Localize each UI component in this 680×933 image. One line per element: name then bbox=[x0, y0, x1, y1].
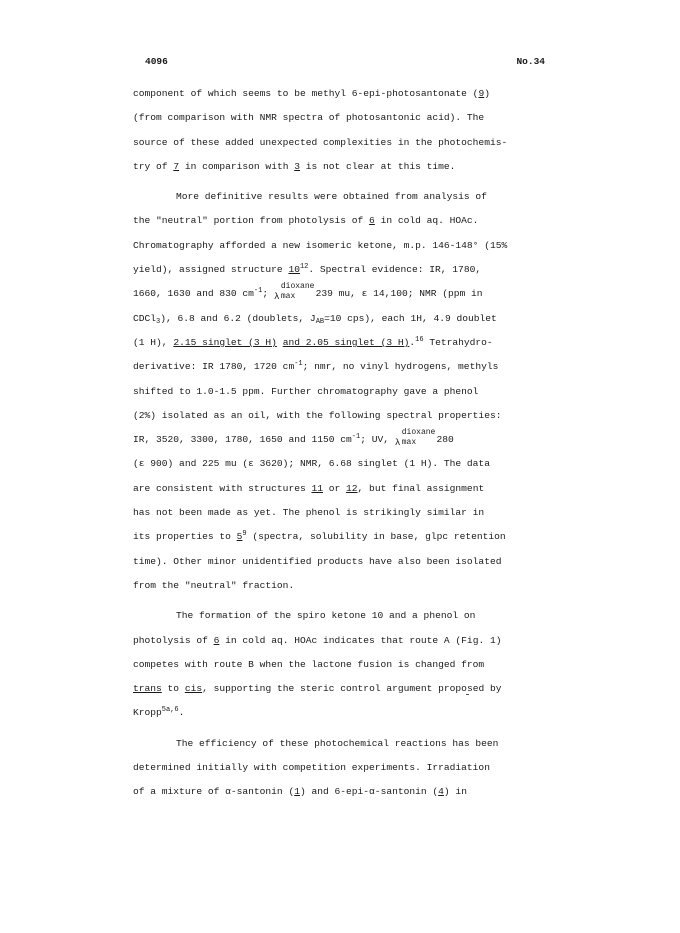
page-number: 4096 bbox=[145, 56, 168, 67]
text-line: derivative: IR 1780, 1720 $cm^{-1}$; nmr, no vinyl hydrogens, methyls bbox=[133, 360, 499, 373]
text-line: are consistent with structures 11 or 12, but final assignment bbox=[133, 482, 485, 494]
compound-ref: 10 bbox=[288, 264, 300, 276]
text-line: time). Other minor unidentified products have also been isolated bbox=[133, 555, 502, 567]
text-line: competes with route B when the lactone fusion is changed from bbox=[133, 658, 485, 670]
compound-ref: 6 bbox=[213, 634, 220, 646]
text-line: The formation of the spiro ketone 10 and a phenol on bbox=[176, 610, 476, 622]
compound-ref: 4 bbox=[438, 786, 444, 798]
text-line: try of 7 in comparison with 3 is not clear at this time. bbox=[133, 160, 456, 172]
compound-ref: 5 bbox=[236, 531, 243, 543]
compound-ref: 11 bbox=[311, 482, 323, 494]
issue-number: No.34 bbox=[516, 56, 545, 67]
text-line: photolysis of 6 in cold aq. HOAc indicates that route A (Fig. 1) bbox=[133, 634, 502, 646]
text-line: shifted to 1.0-1.5 ppm. Further chromatography gave a phenol bbox=[133, 385, 479, 397]
compound-ref: 12 bbox=[346, 482, 358, 494]
text-line: The efficiency of these photochemical reactions has been bbox=[176, 737, 499, 749]
citation-superscript: 5a,6 bbox=[161, 706, 179, 715]
text-line: source of these added unexpected complexities in the photochemis- bbox=[133, 136, 508, 148]
text-line: trans to cis, supporting the steric control argument proposed by bbox=[133, 683, 502, 695]
text-line: (from comparison with NMR spectra of photosantonic acid). The bbox=[133, 112, 485, 124]
text-line: has not been made as yet. The phenol is strikingly similar in bbox=[133, 507, 485, 519]
text-line: component of which seems to be methyl 6-epi-photosantonate (9) bbox=[133, 88, 490, 99]
text-line: CDCl$_3$), 6.8 and 6.2 (doublets, $J_{AB}=10$ cps), each 1H, 4.9 doublet bbox=[133, 312, 497, 326]
compound-ref: 3 bbox=[294, 160, 300, 172]
compound-ref: 9 bbox=[478, 88, 485, 99]
text-line: (2%) isolated as an oil, with the following spectral properties: bbox=[133, 409, 502, 421]
body-text bbox=[133, 82, 563, 805]
text-line: determined initially with competition experiments. Irradiation bbox=[133, 762, 490, 774]
lambda-max-symbol: λ dioxane max bbox=[394, 428, 436, 449]
compound-ref: 1 bbox=[294, 786, 300, 798]
text-line: IR, 3520, 3300, 1780, 1650 and 1150 $cm^{-1}$; UV, λ dioxane max 280 bbox=[133, 428, 454, 449]
compound-ref: 6 bbox=[369, 215, 375, 227]
citation-superscript: 16 bbox=[415, 335, 424, 344]
text-line: its properties to $5^9$ (spectra, solubility in base, glpc retention bbox=[133, 530, 506, 543]
text-line: Chromatography afforded a new isomeric ketone, m.p. 146-148° (15% bbox=[133, 239, 508, 251]
text-line: More definitive results were obtained from analysis of bbox=[176, 191, 487, 203]
text-line: the "neutral" portion from photolysis of 6 in cold aq. HOAc. bbox=[133, 215, 479, 227]
text-line: (1 H), 2.15 singlet (3 H) and 2.05 singlet (3 H).$^{16}$ Tetrahydro- bbox=[133, 335, 493, 348]
scan-artifact bbox=[466, 694, 469, 695]
text-line: 1660, 1630 and 830 $cm^{-1}$; λ dioxane max 239 mu, ε 14,100; NMR (ppm in bbox=[133, 282, 483, 303]
text-line: of a mixture of α-santonin (1) and 6-epi-α-santonin (4) in bbox=[133, 786, 467, 798]
citation-superscript: 9 bbox=[242, 530, 247, 539]
compound-ref: 7 bbox=[173, 160, 180, 172]
citation-superscript: 12 bbox=[299, 263, 309, 272]
lambda-max-symbol: λ dioxane max bbox=[273, 282, 315, 303]
page-header bbox=[145, 56, 545, 70]
text-line: (ε 900) and 225 mu (ε 3620); NMR, 6.68 singlet (1 H). The data bbox=[133, 458, 490, 470]
text-line: from the "neutral" fraction. bbox=[133, 579, 295, 591]
text-line: Kropp$^{5a,6}$. bbox=[133, 706, 185, 719]
text-line: yield), assigned structure $10^{12}$. Spectral evidence: IR, 1780, bbox=[133, 263, 482, 276]
